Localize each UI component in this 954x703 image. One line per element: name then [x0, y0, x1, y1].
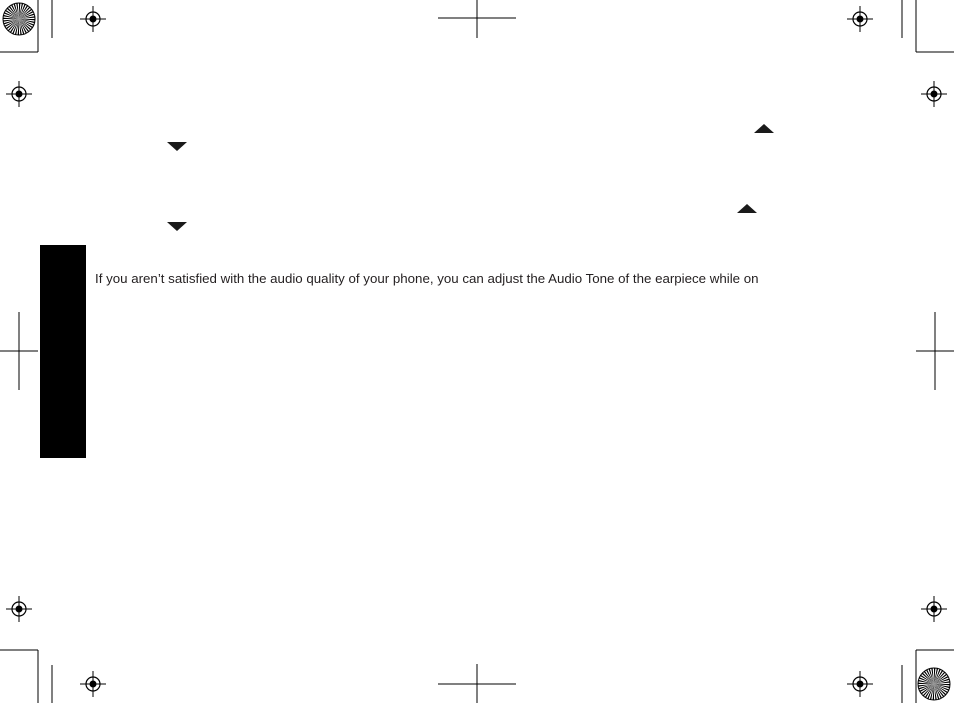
registration-mark-icon: [921, 81, 947, 107]
starburst-target-icon: [918, 668, 950, 700]
registration-mark-icon: [6, 596, 32, 622]
registration-mark-icon: [921, 596, 947, 622]
registration-mark-icon: [847, 6, 873, 32]
triangle-down-icon: [167, 222, 187, 231]
registration-mark-icon: [80, 6, 106, 32]
triangle-up-icon: [754, 124, 774, 133]
triangle-down-icon: [167, 142, 187, 151]
registration-mark-icon: [6, 81, 32, 107]
center-mark-top: [438, 0, 516, 38]
center-mark-bottom: [438, 664, 516, 703]
triangle-up-icon: [737, 204, 757, 213]
center-mark-right: [916, 312, 954, 390]
center-mark-left: [0, 312, 38, 390]
registration-mark-icon: [847, 671, 873, 697]
registration-mark-icon: [80, 671, 106, 697]
starburst-target-icon: [3, 3, 35, 35]
side-tab: [40, 245, 86, 458]
crop-mark-top-right: [902, 0, 954, 52]
crop-mark-bottom-left: [0, 650, 52, 703]
body-text: If you aren’t satisfied with the audio quality of your phone, you can adjust the Audio Tone of the earpiece while on: [95, 271, 759, 286]
